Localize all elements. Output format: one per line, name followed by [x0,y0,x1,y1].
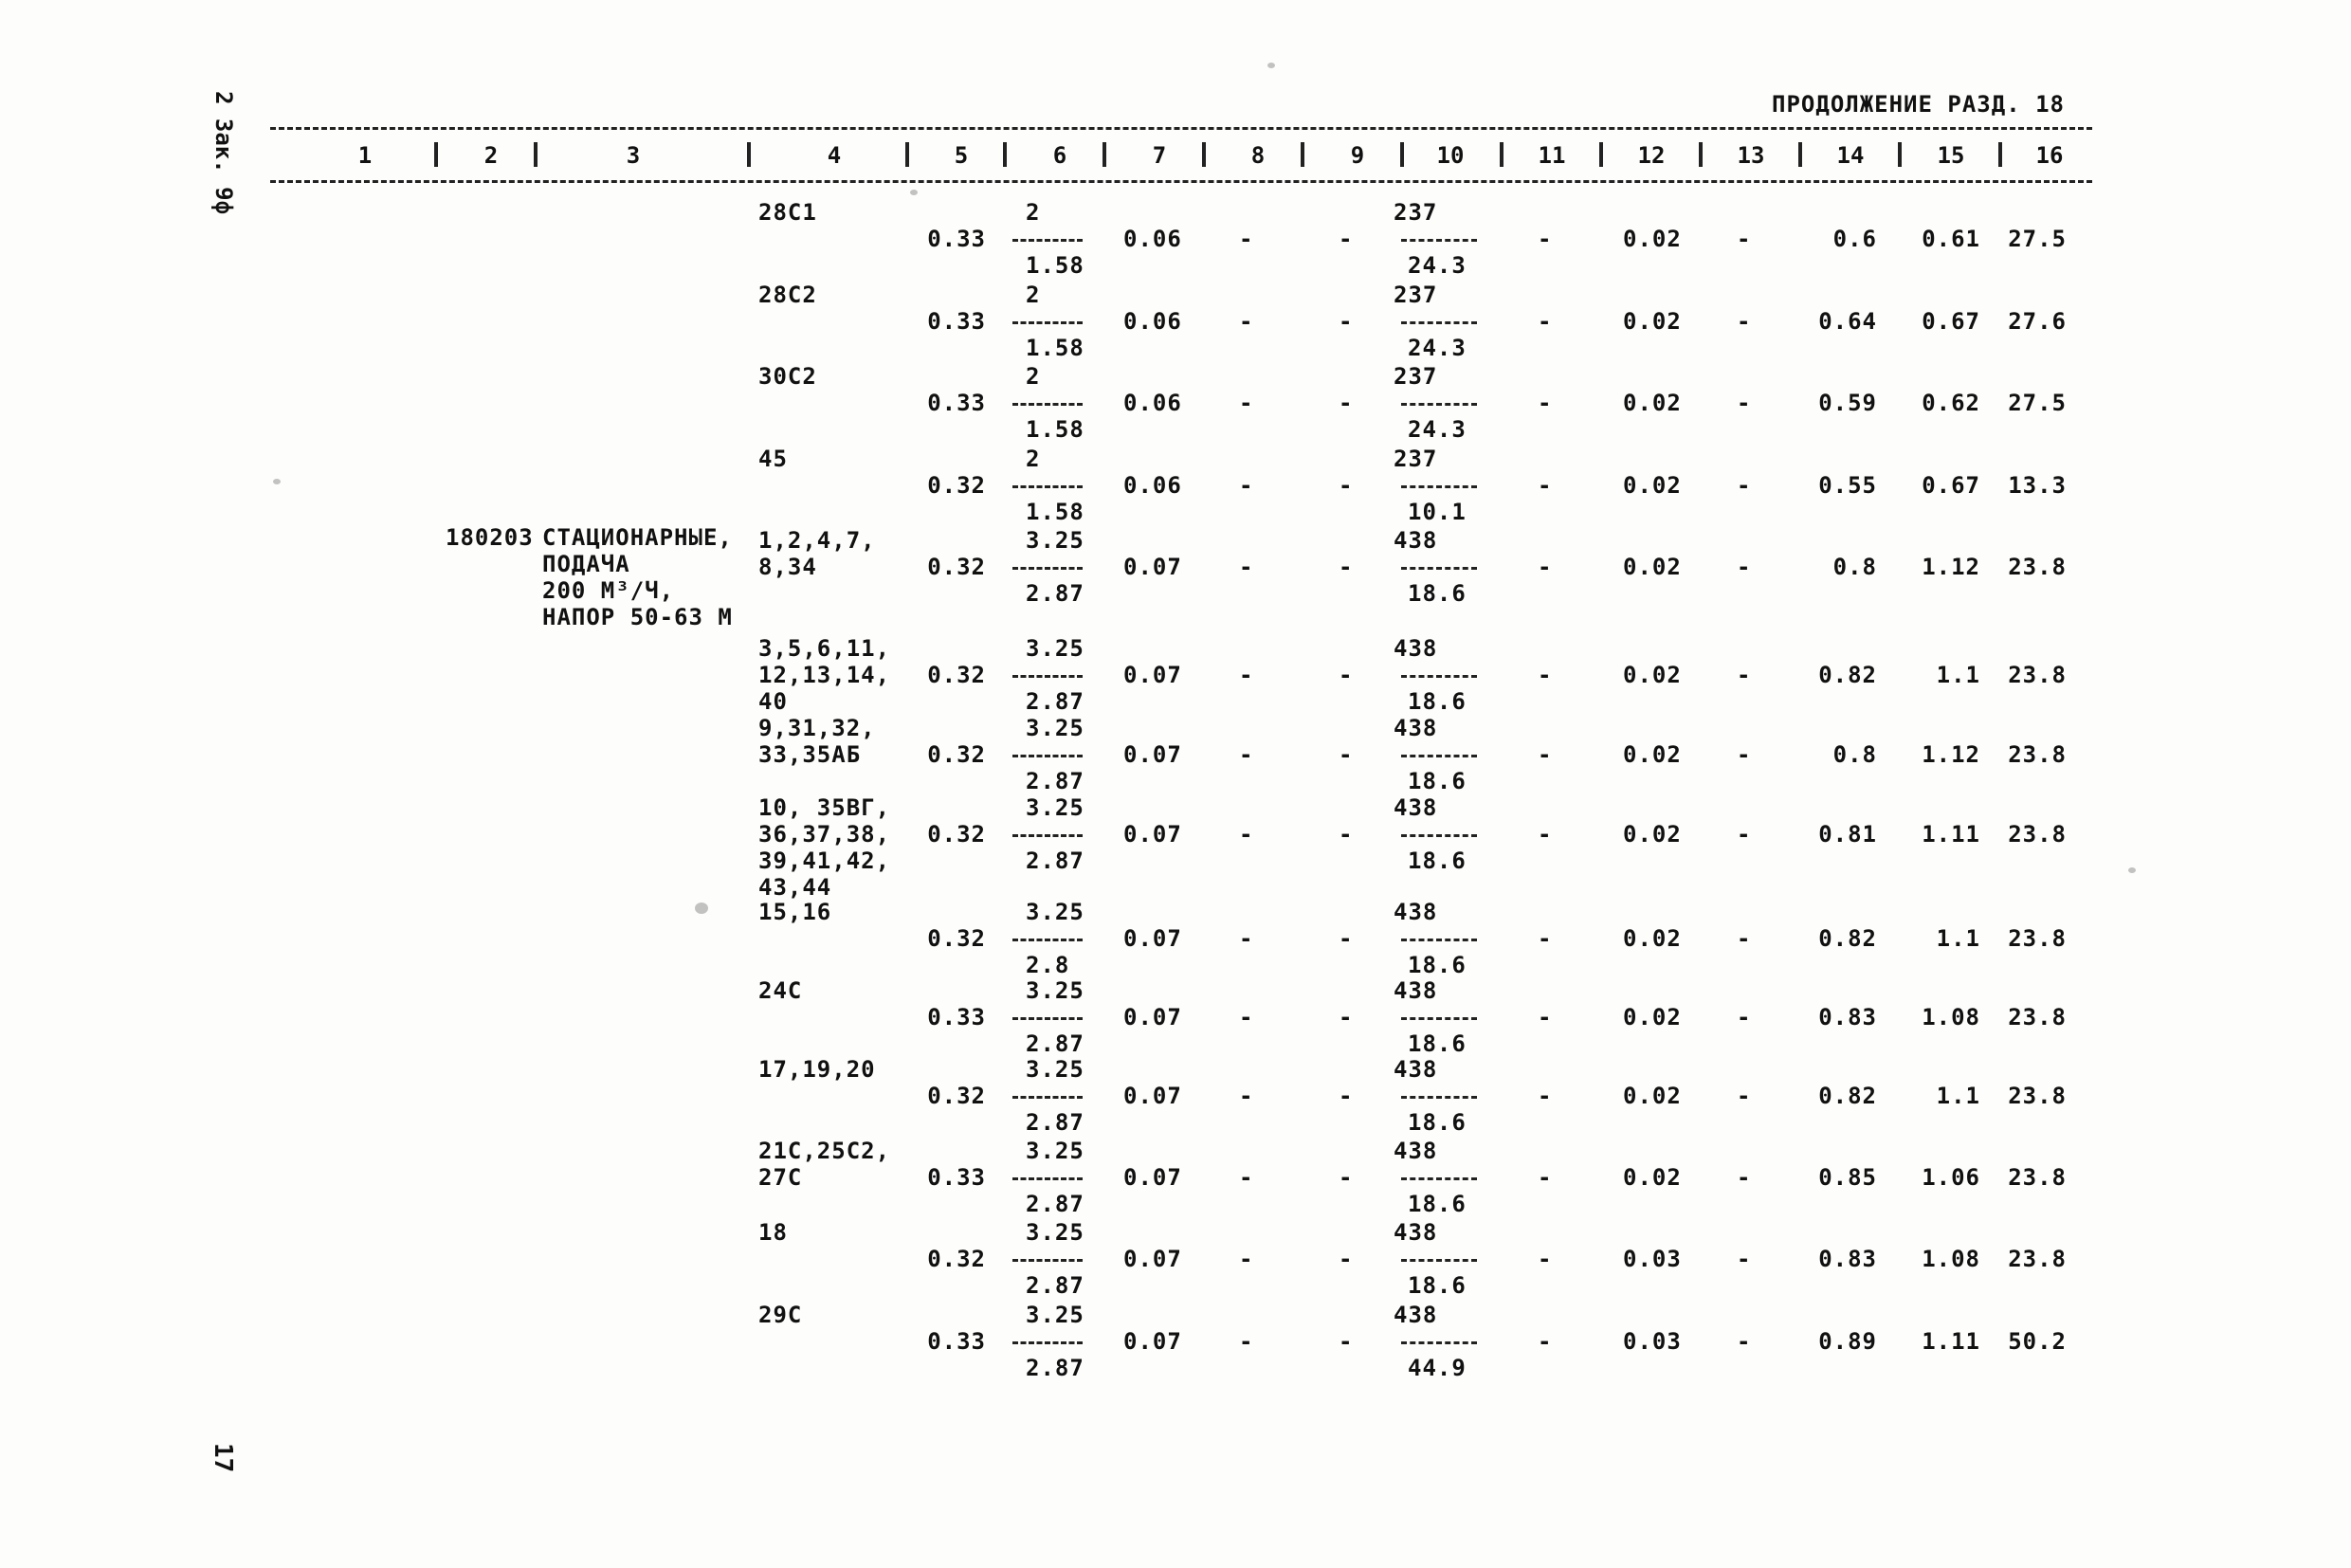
cell-col14: 0.64 [1818,308,1877,335]
column-header: 8 [1250,142,1266,169]
row-identifier-line: 28С2 [758,282,817,308]
cell-col6-fraction-bar [1012,321,1083,324]
cell-col6-numerator: 3.25 [1026,1302,1084,1328]
cell-col9: - [1339,1246,1354,1272]
group-desc-line: 200 М³/Ч, [542,577,675,604]
row-identifier-line: 39,41,42, [758,848,891,874]
cell-col7: 0.06 [1123,390,1182,416]
page-number-text: 17 [209,1443,237,1473]
column-separator [1798,142,1802,167]
header-top-rule [270,127,2092,130]
cell-col13: - [1737,1004,1752,1030]
cell-col11: - [1538,1004,1553,1030]
cell-col9: - [1339,1328,1354,1355]
cell-col6-numerator: 2 [1026,446,1041,472]
cell-col15: 1.1 [1936,1083,1980,1109]
cell-col14: 0.81 [1818,821,1877,848]
cell-col9: - [1339,925,1354,952]
cell-col16: 23.8 [2008,1164,2067,1191]
cell-col13: - [1737,821,1752,848]
cell-col6-fraction-bar [1012,1177,1083,1180]
cell-col10-denominator: 18.6 [1408,1109,1467,1136]
cell-col12: 0.02 [1623,472,1682,499]
cell-col10-fraction-bar [1401,1017,1477,1020]
cell-col7: 0.07 [1123,1328,1182,1355]
cell-col11: - [1538,1328,1553,1355]
cell-col12: 0.03 [1623,1246,1682,1272]
cell-col7: 0.06 [1123,472,1182,499]
cell-col6-numerator: 2 [1026,363,1041,390]
column-separator [1998,142,2002,167]
column-header: 6 [1052,142,1067,169]
cell-col8: - [1239,1004,1254,1030]
row-identifier-line: 15,16 [758,899,832,925]
header-bottom-rule [270,180,2092,183]
cell-col6-denominator: 1.58 [1026,416,1084,443]
cell-col13: - [1737,1328,1752,1355]
cell-col16: 23.8 [2008,925,2067,952]
cell-col15: 1.06 [1922,1164,1980,1191]
column-separator [434,142,438,167]
cell-col10-denominator: 18.6 [1408,580,1467,607]
cell-col6-denominator: 1.58 [1026,252,1084,279]
section-continuation-title: ПРОДОЛЖЕНИЕ РАЗД. 18 [1772,91,2065,118]
cell-col14: 0.82 [1818,662,1877,688]
cell-col12: 0.02 [1623,925,1682,952]
cell-col5: 0.32 [927,821,986,848]
cell-col5: 0.33 [927,226,986,252]
cell-col13: - [1737,925,1752,952]
cell-col6-denominator: 1.58 [1026,335,1084,361]
cell-col9: - [1339,308,1354,335]
cell-col6-numerator: 3.25 [1026,899,1084,925]
cell-col8: - [1239,1328,1254,1355]
cell-col10-numerator: 237 [1394,282,1438,308]
column-separator [1301,142,1304,167]
cell-col10-fraction-bar [1401,675,1477,678]
cell-col13: - [1737,308,1752,335]
cell-col14: 0.6 [1832,226,1877,252]
cell-col13: - [1737,1083,1752,1109]
cell-col12: 0.02 [1623,741,1682,768]
cell-col6-denominator: 1.58 [1026,499,1084,525]
cell-col11: - [1538,1164,1553,1191]
row-identifier-line: 12,13,14, [758,662,891,688]
row-identifier-line: 28С1 [758,199,817,226]
cell-col5: 0.32 [927,925,986,952]
cell-col12: 0.02 [1623,308,1682,335]
cell-col6-fraction-bar [1012,403,1083,406]
column-header: 4 [827,142,842,169]
cell-col8: - [1239,925,1254,952]
column-separator [1500,142,1504,167]
cell-col6-denominator: 2.87 [1026,1355,1084,1381]
cell-col7: 0.07 [1123,1083,1182,1109]
cell-col10-numerator: 438 [1394,1056,1438,1083]
cell-col8: - [1239,741,1254,768]
cell-col11: - [1538,741,1553,768]
cell-col6-fraction-bar [1012,939,1083,941]
group-desc-line: ПОДАЧА [542,551,630,577]
cell-col9: - [1339,554,1354,580]
cell-col5: 0.32 [927,741,986,768]
column-header: 5 [954,142,969,169]
cell-col5: 0.33 [927,390,986,416]
cell-col15: 0.61 [1922,226,1980,252]
cell-col6-denominator: 2.87 [1026,688,1084,715]
scan-speck [2128,867,2136,873]
row-identifier-line: 40 [758,688,788,715]
cell-col10-denominator: 18.6 [1408,1272,1467,1299]
cell-col10-fraction-bar [1401,834,1477,837]
cell-col9: - [1339,821,1354,848]
cell-col11: - [1538,308,1553,335]
column-header: 7 [1152,142,1167,169]
cell-col13: - [1737,226,1752,252]
column-header: 14 [1836,142,1865,169]
cell-col5: 0.33 [927,1328,986,1355]
cell-col13: - [1737,554,1752,580]
cell-col16: 27.6 [2008,308,2067,335]
cell-col15: 0.67 [1922,308,1980,335]
cell-col6-denominator: 2.87 [1026,580,1084,607]
column-header: 3 [626,142,641,169]
cell-col6-numerator: 2 [1026,282,1041,308]
column-separator [1202,142,1206,167]
cell-col6-denominator: 2.87 [1026,1109,1084,1136]
cell-col15: 1.08 [1922,1246,1980,1272]
cell-col10-denominator: 24.3 [1408,335,1467,361]
column-separator [1599,142,1603,167]
row-identifier-line: 9,31,32, [758,715,876,741]
cell-col11: - [1538,554,1553,580]
cell-col9: - [1339,662,1354,688]
column-separator [1103,142,1106,167]
cell-col16: 23.8 [2008,1083,2067,1109]
column-header: 11 [1538,142,1566,169]
cell-col8: - [1239,662,1254,688]
order-number-margin [210,91,237,214]
cell-col10-numerator: 237 [1394,446,1438,472]
cell-col16: 23.8 [2008,741,2067,768]
cell-col13: - [1737,472,1752,499]
column-header: 15 [1937,142,1965,169]
cell-col6-numerator: 3.25 [1026,635,1084,662]
cell-col7: 0.06 [1123,308,1182,335]
cell-col16: 23.8 [2008,1246,2067,1272]
cell-col10-fraction-bar [1401,567,1477,570]
cell-col15: 0.62 [1922,390,1980,416]
cell-col16: 23.8 [2008,821,2067,848]
column-header: 1 [357,142,373,169]
column-separator [747,142,751,167]
row-identifier-line: 24С [758,977,803,1004]
cell-col10-denominator: 24.3 [1408,252,1467,279]
row-identifier-line: 10, 35ВГ, [758,794,891,821]
cell-col12: 0.03 [1623,1328,1682,1355]
cell-col10-numerator: 438 [1394,977,1438,1004]
cell-col9: - [1339,1083,1354,1109]
cell-col16: 27.5 [2008,390,2067,416]
cell-col10-denominator: 18.6 [1408,848,1467,874]
cell-col10-denominator: 10.1 [1408,499,1467,525]
cell-col10-denominator: 18.6 [1408,952,1467,978]
column-separator [905,142,909,167]
group-desc-line: СТАЦИОНАРНЫЕ, [542,524,733,551]
cell-col16: 23.8 [2008,554,2067,580]
order-text: 2 Зак. 9ф [210,91,237,215]
cell-col14: 0.59 [1818,390,1877,416]
cell-col6-numerator: 3.25 [1026,1056,1084,1083]
cell-col10-numerator: 237 [1394,199,1438,226]
cell-col6-denominator: 2.87 [1026,768,1084,794]
cell-col12: 0.02 [1623,821,1682,848]
cell-col6-fraction-bar [1012,1096,1083,1099]
cell-col14: 0.85 [1818,1164,1877,1191]
cell-col8: - [1239,1083,1254,1109]
cell-col16: 13.3 [2008,472,2067,499]
cell-col13: - [1737,662,1752,688]
cell-col8: - [1239,554,1254,580]
cell-col6-fraction-bar [1012,1341,1083,1344]
cell-col14: 0.83 [1818,1246,1877,1272]
cell-col12: 0.02 [1623,1004,1682,1030]
group-description [542,524,733,630]
row-identifier-line: 21С,25С2, [758,1138,891,1164]
column-header: 16 [2035,142,2064,169]
cell-col8: - [1239,1246,1254,1272]
cell-col10-numerator: 438 [1394,899,1438,925]
page-number [209,1443,237,1472]
cell-col16: 23.8 [2008,1004,2067,1030]
cell-col5: 0.33 [927,1164,986,1191]
row-identifier-line: 45 [758,446,788,472]
cell-col10-fraction-bar [1401,239,1477,242]
cell-col10-denominator: 24.3 [1408,416,1467,443]
cell-col15: 1.1 [1936,925,1980,952]
scan-speck [910,190,918,195]
scan-speck [273,479,281,484]
cell-col8: - [1239,472,1254,499]
row-identifier-line: 3,5,6,11, [758,635,891,662]
cell-col10-denominator: 18.6 [1408,1030,1467,1057]
cell-col5: 0.32 [927,472,986,499]
cell-col6-numerator: 3.25 [1026,1219,1084,1246]
cell-col7: 0.07 [1123,1004,1182,1030]
cell-col6-fraction-bar [1012,239,1083,242]
cell-col7: 0.07 [1123,554,1182,580]
column-separator [1699,142,1703,167]
cell-col13: - [1737,1164,1752,1191]
cell-col6-numerator: 3.25 [1026,977,1084,1004]
cell-col6-numerator: 3.25 [1026,715,1084,741]
cell-col8: - [1239,390,1254,416]
cell-col15: 1.11 [1922,1328,1980,1355]
cell-col10-fraction-bar [1401,755,1477,757]
cell-col14: 0.8 [1832,554,1877,580]
cell-col10-denominator: 44.9 [1408,1355,1467,1381]
cell-col7: 0.07 [1123,821,1182,848]
scan-speck [695,903,708,914]
cell-col12: 0.02 [1623,390,1682,416]
cell-col10-fraction-bar [1401,1177,1477,1180]
cell-col11: - [1538,1246,1553,1272]
cell-col11: - [1538,226,1553,252]
cell-col10-fraction-bar [1401,403,1477,406]
cell-col8: - [1239,821,1254,848]
cell-col6-denominator: 2.87 [1026,848,1084,874]
cell-col15: 1.12 [1922,741,1980,768]
cell-col8: - [1239,1164,1254,1191]
cell-col11: - [1538,925,1553,952]
cell-col7: 0.06 [1123,226,1182,252]
cell-col9: - [1339,390,1354,416]
cell-col7: 0.07 [1123,662,1182,688]
cell-col9: - [1339,472,1354,499]
cell-col16: 23.8 [2008,662,2067,688]
cell-col12: 0.02 [1623,662,1682,688]
cell-col6-denominator: 2.8 [1026,952,1070,978]
cell-col10-fraction-bar [1401,939,1477,941]
cell-col7: 0.07 [1123,925,1182,952]
cell-col8: - [1239,226,1254,252]
cell-col5: 0.32 [927,1246,986,1272]
cell-col10-fraction-bar [1401,1096,1477,1099]
cell-col15: 1.11 [1922,821,1980,848]
cell-col10-numerator: 438 [1394,715,1438,741]
row-identifier-line: 18 [758,1219,788,1246]
row-identifier-line: 27С [758,1164,803,1191]
cell-col16: 27.5 [2008,226,2067,252]
cell-col10-fraction-bar [1401,1341,1477,1344]
cell-col14: 0.83 [1818,1004,1877,1030]
cell-col11: - [1538,662,1553,688]
cell-col5: 0.32 [927,554,986,580]
cell-col6-fraction-bar [1012,755,1083,757]
cell-col6-numerator: 3.25 [1026,794,1084,821]
column-separator [1898,142,1902,167]
cell-col6-fraction-bar [1012,485,1083,488]
cell-col6-fraction-bar [1012,1017,1083,1020]
cell-col11: - [1538,1083,1553,1109]
cell-col14: 0.82 [1818,1083,1877,1109]
cell-col5: 0.32 [927,662,986,688]
cell-col6-denominator: 2.87 [1026,1191,1084,1217]
cell-col11: - [1538,390,1553,416]
cell-col12: 0.02 [1623,1164,1682,1191]
cell-col10-fraction-bar [1401,485,1477,488]
column-header: 10 [1436,142,1465,169]
cell-col6-denominator: 2.87 [1026,1272,1084,1299]
cell-col11: - [1538,821,1553,848]
cell-col12: 0.02 [1623,1083,1682,1109]
cell-col6-denominator: 2.87 [1026,1030,1084,1057]
cell-col10-numerator: 438 [1394,794,1438,821]
cell-col13: - [1737,390,1752,416]
row-identifier-line: 29С [758,1302,803,1328]
cell-col9: - [1339,226,1354,252]
group-desc-line: НАПОР 50-63 М [542,604,733,630]
cell-col14: 0.55 [1818,472,1877,499]
cell-col14: 0.8 [1832,741,1877,768]
cell-col5: 0.33 [927,1004,986,1030]
column-separator [1003,142,1007,167]
column-header: 2 [483,142,499,169]
cell-col10-fraction-bar [1401,1259,1477,1262]
cell-col10-numerator: 438 [1394,1219,1438,1246]
row-identifier-line: 36,37,38, [758,821,891,848]
cell-col5: 0.33 [927,308,986,335]
column-separator [534,142,538,167]
cell-col9: - [1339,1164,1354,1191]
cell-col5: 0.32 [927,1083,986,1109]
cell-col10-denominator: 18.6 [1408,1191,1467,1217]
cell-col14: 0.82 [1818,925,1877,952]
row-identifier-line: 43,44 [758,874,832,901]
cell-col6-fraction-bar [1012,675,1083,678]
cell-col6-numerator: 2 [1026,199,1041,226]
cell-col6-fraction-bar [1012,1259,1083,1262]
column-header: 12 [1637,142,1666,169]
cell-col6-numerator: 3.25 [1026,1138,1084,1164]
cell-col6-fraction-bar [1012,834,1083,837]
cell-col10-numerator: 438 [1394,635,1438,662]
cell-col6-fraction-bar [1012,567,1083,570]
cell-col11: - [1538,472,1553,499]
row-identifier-line: 8,34 [758,554,817,580]
cell-col15: 1.08 [1922,1004,1980,1030]
cell-col12: 0.02 [1623,226,1682,252]
row-identifier-line: 1,2,4,7, [758,527,876,554]
cell-col8: - [1239,308,1254,335]
cell-col16: 50.2 [2008,1328,2067,1355]
cell-col12: 0.02 [1623,554,1682,580]
cell-col10-numerator: 438 [1394,1138,1438,1164]
cell-col9: - [1339,741,1354,768]
column-header: 9 [1350,142,1365,169]
cell-col7: 0.07 [1123,1246,1182,1272]
column-header: 13 [1737,142,1765,169]
column-separator [1400,142,1404,167]
row-identifier-line: 30С2 [758,363,817,390]
cell-col6-numerator: 3.25 [1026,527,1084,554]
cell-col14: 0.89 [1818,1328,1877,1355]
group-code: 180203 [446,524,534,551]
cell-col15: 0.67 [1922,472,1980,499]
cell-col7: 0.07 [1123,1164,1182,1191]
cell-col10-numerator: 237 [1394,363,1438,390]
cell-col13: - [1737,741,1752,768]
cell-col15: 1.1 [1936,662,1980,688]
cell-col13: - [1737,1246,1752,1272]
row-identifier-line: 17,19,20 [758,1056,876,1083]
cell-col10-denominator: 18.6 [1408,688,1467,715]
row-identifier-line: 33,35АБ [758,741,862,768]
cell-col15: 1.12 [1922,554,1980,580]
scan-speck [1267,63,1275,68]
cell-col10-numerator: 438 [1394,1302,1438,1328]
cell-col9: - [1339,1004,1354,1030]
cell-col10-denominator: 18.6 [1408,768,1467,794]
cell-col10-numerator: 438 [1394,527,1438,554]
cell-col10-fraction-bar [1401,321,1477,324]
cell-col7: 0.07 [1123,741,1182,768]
